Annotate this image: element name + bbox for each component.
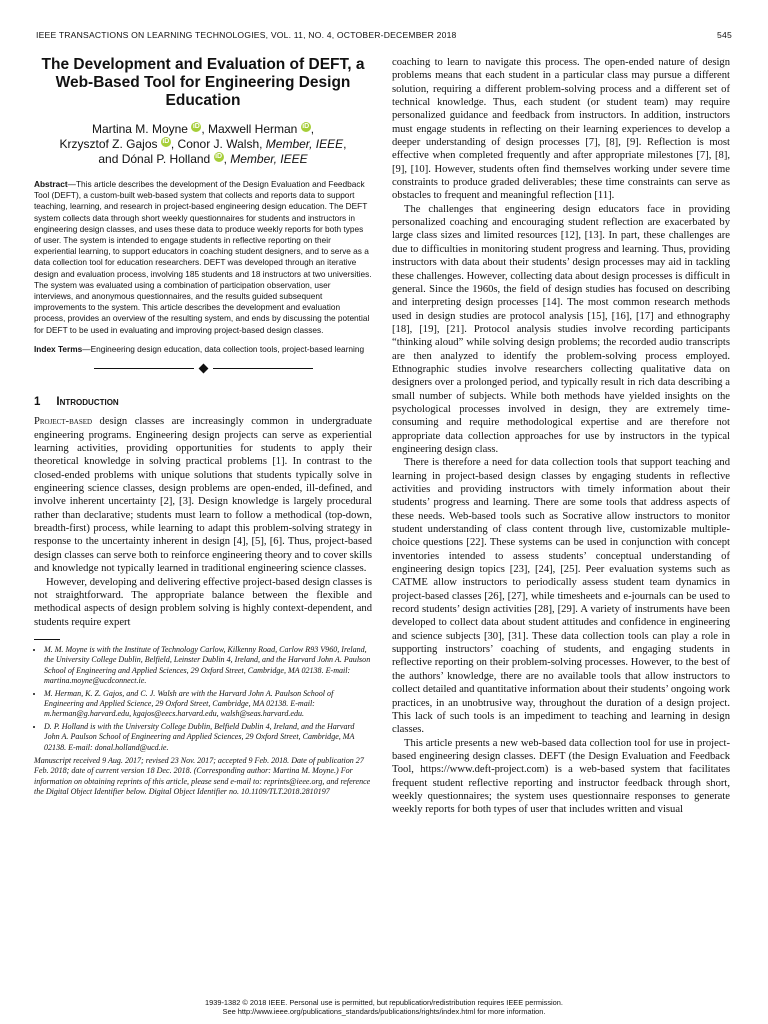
body-paragraph: coaching to learn to navigate this process. The open-ended nature of design problems means that each student in a particular class may pursue a different solution, requiring a different problem-solving process and a different set of technical knowledge. Thus, each student (or student team) may require personalized guidance and feedback from instructors. In addition, instructors must engage students in reflecting on their learning experiences to develop a deeper understanding of design processes [7], [8], [9]. Reflection is most effective when completed frequently and after appropriate milestones [7], [8], [9], [10]. However, students often find themselves working under severe time constraints to produce graded deliverables; these time constraints can serve as obstacles to frequent and meaningful reflection [11]. [392,57,730,202]
footnote-item: • D. P. Holland is with the University College Dublin, Belfield Dublin 4, Ireland, and the Harvard John A. Paulson School of Engineering and Applied Sciences, 29 Oxford Street, Cambridge, MA 02138. E-mail: donal.holland@ucd.ie. [44,722,372,753]
paper-title: The Development and Evaluation of DEFT, a Web-Based Tool for Engineering Design Education [41,56,365,109]
affiliation-footnotes [34,645,372,753]
divider-line [213,368,313,369]
paragraph-text: design classes are increasingly common in undergraduate engineering programs. Engineering design projects can serve as experiential learning activities, providing opportunities for students to apply their theoretical knowledge in solving practical problems [1]. In contrast to the closed-ended problems with unique solutions that students typically solve in engineering science classes, design problems are open-ended, ill-defined, and involve inherent uncertainty [2], [3]. Design knowledge is largely procedural rather than declarative; students must learn to follow a methodical (top-down, breadth-first) process, while learning to adapt this problem-solving strategy in response to the uncertainty inherent in design [4], [5], [6]. Thus, project-based design classes can serve both to reinforce engineering theory and to cover skills and knowledge not typically learned in traditional engineering science classes. [34,416,372,575]
author-separator: , [310,122,315,136]
author-holland-role: Member, IEEE [230,152,308,166]
abstract [34,179,372,336]
lead-in: Project-based [34,416,93,428]
running-header [36,30,732,40]
author-separator: , [170,137,178,151]
right-column [392,56,730,817]
body-paragraph: This article presents a new web-based data collection tool for use in project-based engineering design classes. DEFT (the Design Evaluation and Feedback Tool, https://www.deft-project.com) is a web-based system that facilitates frequent student reflective reporting and instructor feedback through short, weekly questionnaires; the system uses questionnaire responses to generate weekly reports for both types of user that includes written and visual [392,737,730,816]
orcid-icon[interactable]: iD [192,123,200,130]
journal-info: IEEE TRANSACTIONS ON LEARNING TECHNOLOGIES, VOL. 11, NO. 4, OCTOBER-DECEMBER 2018 [36,30,457,40]
abstract-text: —This article describes the development of the Design Evaluation and Feedback Tool (DEFT), a custom-built web-based system that collects and reports data to support teaching, learning, and research in project-based engineering design education. The DEFT system collects data through short weekly questionnaires for students and instructors in engineering design classes, and uses these data to produce weekly reports for both types of user. The system is intended to engage students in reflective reporting on their experiential learning, to support educators in coaching student designers, and to serve as a data collection tool for education researchers. DEFT was developed through an iterative design and evaluation process, involving 185 students and 18 instructors at two universities. The system was evaluated using a combination of participation observation, user interviews, and anonymous questionnaires, and the results guided subsequent improvements to the system. This article describes the development and evaluation process, provides an overview of the resulting system, and ends by discussing the potential for DEFT to be used in evaluating and improving project-based design classes. [34,179,372,335]
divider-diamond-icon [198,364,208,374]
page-number: 545 [717,30,732,40]
body-paragraph: There is therefore a need for data collection tools that support teaching and learning in project-based design classes by engaging students in reflective activities and providing instructors with timely information about their students’ progress and learning. There are some tools that address aspects of these needs. Web-based tools such as Socrative allow instructors to monitor student understanding of class content through live, customizable multiple-choice questions [22]. These systems can be used in conjunction with concept inventories intended to assess students’ conceptual understanding of engineering design topics [23], [24], [25]. Peer evaluation systems such as CATME allow instructors to periodically assess student team dynamics in project-based classes [26], [27], while timesheets and e-journals can be used to record students’ design activities [28], [29]. A variety of instruments have been developed to collect data about student attitudes and confidence in engineering and science subjects [30], [31]. These data collection tools can play a role in supporting instructors’ coaching of students, and engaging students in reflective reporting on their problem-solving processes. However, to the best of the authors’ knowledge, there are no available tools that allow instructors to collect detailed and quantitative information about their students’ ongoing work practices, in an unobtrusive way, throughout the duration of a design project. This lack of such tools is an impediment to teaching and learning in design classes. [392,457,730,736]
index-terms [34,344,372,355]
left-column [34,56,372,798]
author-holland: Dónal P. Holland [121,152,211,166]
author-list: Martina M. Moyne iD , Maxwell Herman iD , Krzysztof Z. Gajos iD , Conor J. Walsh, Member, IEEE, and Dónal P. Holland iD , Member, IEEE [59,122,347,166]
footnote-rule [34,639,60,640]
copyright-line: 1939-1382 © 2018 IEEE. Personal use is permitted, but republication/redistribution requires IEEE permission. [205,998,563,1007]
author-herman: Maxwell Herman [208,122,298,136]
author-separator: , [201,122,208,136]
index-terms-text: —Engineering design education, data collection tools, project-based learning [82,343,365,354]
divider-line [94,368,194,369]
author-moyne: Martina M. Moyne [91,122,188,136]
orcid-icon[interactable]: iD [215,153,223,160]
section-number: 1 [34,396,41,409]
author-and: and [98,152,122,166]
abstract-label: Abstract [34,179,68,189]
section-heading [34,396,372,409]
copyright-notice [0,998,768,1016]
orcid-icon[interactable]: iD [302,123,310,130]
body-paragraph: The challenges that engineering design educators face in providing personalized coaching and encouraging student reflection are exacerbated by large class sizes and limited resources [12], [13]. In part, these challenges are due to difficulties in monitoring student progress and learning. Thus, providing instructors with data about their students’ design processes may aid in tackling these challenges. However, collecting data about design processes is difficult in general. Since the 1960s, the field of design studies has focused on describing and interpreting design processes [14]. The most common research methods used in design studies are protocol analysis [15], [16], [17] and ethnography [18], [19], [21]. Protocol analysis studies involve recording participants “thinking aloud” while solving design problems; the recorded audio transcripts are then analyzed to identify the problem-solving process employed. Ethnographic studies involve researchers collecting qualitative data on designers over a prolonged period, and typically result in rich data describing a small number of subjects. While both methods have yielded insights on the psychological processes involved in design, they are extremely time-consuming and require methodological expertise and are therefore not appropriate data collection approaches for use by instructors in the typical engineering design class. [392,203,730,455]
author-walsh: Conor J. Walsh, [177,137,266,151]
footnote-item: • M. Herman, K. Z. Gajos, and C. J. Walsh are with the Harvard John A. Paulson School of Engineering and Applied Science, 29 Oxford Street, Cambridge, MA 02138. E-mail: m.herman@g.harvard.edu, kgajos@eecs.harvard.edu, walsh@seas.harvard.edu. [44,689,372,720]
rights-url-line: See http://www.ieee.org/publications_standards/publications/rights/index.html for more information. [222,1007,546,1016]
body-paragraph [34,415,372,575]
body-paragraph: However, developing and delivering effective project-based design classes is not straightforward. The appropriate balance between the flexible and methodical aspects of design problem solving is highly context-dependent, and students require expert [34,576,372,628]
author-separator: , [343,137,347,151]
section-divider [34,365,372,372]
index-terms-label: Index Terms [34,343,83,354]
author-gajos: Krzysztof Z. Gajos [59,137,158,151]
orcid-icon[interactable]: iD [162,138,170,145]
footnote-item: • M. M. Moyne is with the Institute of Technology Carlow, Kilkenny Road, Carlow R93 V960, Ireland, the University College Dublin, Belfield, Leinster Dublin 4, Ireland, and the Harvard John A. Paulson School of Engineering and Applied Sciences, 29 Oxford Street, Cambridge, MA 02138. E-mail: martina.moyne@ucdconnect.ie. [44,645,372,687]
author-walsh-role: Member, IEEE [265,137,344,151]
manuscript-note: Manuscript received 9 Aug. 2017; revised 23 Nov. 2017; accepted 9 Feb. 2018. Date of publication 27 Feb. 2018; date of current version 18 Dec. 2018. (Corresponding author: Martina M. Moyne.) For information on obtaining reprints of this article, please send e-mail to: reprints@ieee.org, and reference the Digital Object Identifier below. Digital Object Identifier no. 10.1109/TLT.2018.2810197 [34,755,371,797]
section-title: Introduction [56,396,119,409]
